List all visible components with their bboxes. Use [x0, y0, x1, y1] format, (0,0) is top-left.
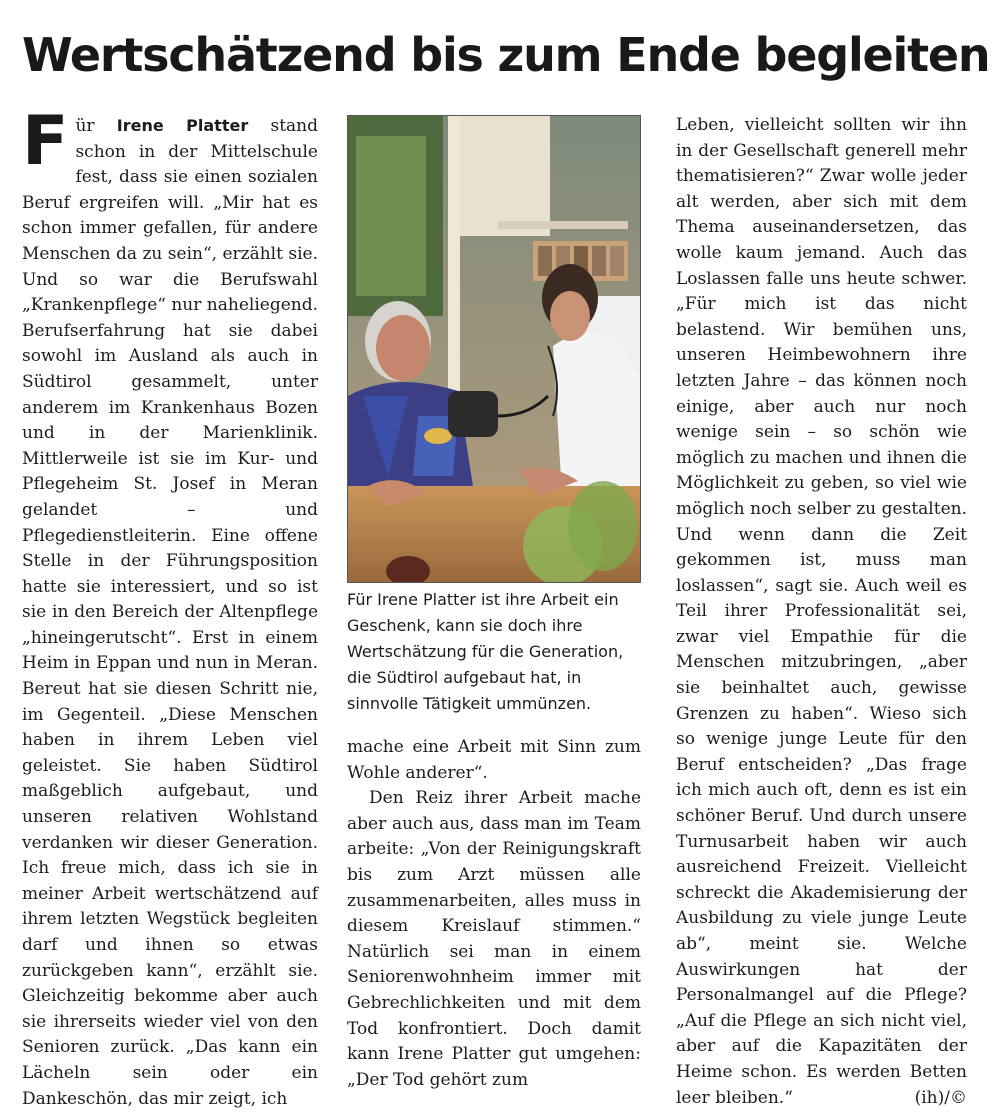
author-signature: (ih)/©: [914, 1087, 967, 1108]
photo-caption: Für Irene Platter ist ihre Arbeit ein Geschenk, kann sie doch ihre Wertschätzung für die Generation, die Südtirol aufgebaut hat, in sinnvolle Tätigkeit ummünzen.: [347, 590, 624, 713]
headline: Wertschätzend bis zum Ende begleiten: [22, 28, 990, 82]
paragraph-text: stand schon in der Mittelschule fest, dass sie einen sozialen Beruf ergreifen will. „Mir hat es schon immer gefallen, für andere Menschen da zu sein“, erzählt sie. Und so war die Berufswahl „Krankenpflege“ nur naheliegend. Berufserfahrung hat sie dabei sowohl im Ausland als auch in Südtirol gesammelt, unter anderem im Krankenhaus Bozen und in der Marienklinik. Mittlerweile ist sie im Kur- und Pflegeheim St. Josef in Meran gelandet – und Pflegedienstleiterin. Eine offene Stelle in der Führungsposition hatte sie interessiert, und so ist sie in den Bereich der Altenpflege „hineingerutscht“. Erst in einem Heim in Eppan und nun in Meran. Bereut hat sie diesen Schritt nie, im Gegenteil. „Diese Menschen haben in ihrem Leben viel geleistet. Sie haben Südtirol maßgeblich aufgebaut, und unseren relativen Wohlstand verdanken wir dieser Generation. Ich freue mich, dass ich sie in meiner Arbeit wertschätzend auf ihrem letzten Wegstück begleiten darf und ihnen so etwas zurückgeben kann“, erzählt sie. Gleichzeitig bekomme aber auch sie ihrerseits wieder viel von den Senioren zurück. „Das kann ein Lächeln sein oder ein Dankeschön, das mir zeigt, ich: [22, 116, 318, 1109]
article-column-3: [676, 113, 967, 1111]
paragraph-text: Leben, vielleicht sollten wir ihn in der Gesellschaft generell mehr thematisieren?“ Zwar wolle jeder alt werden, aber sich mit dem Thema auseinandersetzen, das wolle kaum jemand. Auch das Loslassen falle uns heute schwer. „Für mich ist das nicht belastend. Wir bemühen uns, unseren Heimbewohnern ihre letzten Jahre – das können noch einige, aber auch nur noch wenige sein – so schön wie möglich zu machen und ihnen die Möglichkeit zu geben, so viel wie möglich noch selber zu gestalten. Und wenn dann die Zeit gekommen ist, muss man loslassen“, sagt sie. Auch weil es Teil ihrer Professionalität sei, zwar viel Empathie für die Menschen mitzubringen, „aber sie beinhaltet auch, gewisse Grenzen zu haben“. Wieso sich so wenige junge Leute für den Beruf entscheiden? „Das frage ich mich auch oft, denn es ist ein schöner Beruf. Und durch unsere Turnusarbeit haben wir auch ausreichend Freizeit. Vielleicht schreckt die Akademisierung der Ausbildung zu viele junge Leute ab“, meint sie. Welche Auswirkungen hat der Personalmangel auf die Pflege? „Auf die Pflege an sich nicht viel, aber auf die Kapazitäten der Heime schon. Es werden Betten leer bleiben.“: [676, 115, 967, 1108]
person-name: Irene Platter: [116, 116, 249, 135]
photo-nurse-with-senior: [348, 116, 640, 582]
article-paragraph: [22, 102, 318, 1112]
article-paragraph: mache eine Arbeit mit Sinn zum Wohle anderer“.: [347, 737, 641, 783]
drop-cap: F: [22, 102, 69, 181]
article-column-2: [347, 735, 641, 1093]
intro-text: ür: [75, 116, 117, 136]
article-photo: [347, 115, 641, 583]
article-paragraph: [676, 113, 967, 1111]
article-column-1: [22, 102, 318, 1112]
article-paragraph: Den Reiz ihrer Arbeit mache aber auch aus, dass man im Team arbeite: „Von der Reinigungskraft bis zum Arzt müssen alle zusammenarbeiten, alles muss in diesem Kreislauf stimmen.“ Natürlich sei man in einem Seniorenwohnheim immer mit Gebrechlichkeiten und mit dem Tod konfrontiert. Doch damit kann Irene Platter gut umgehen: „Der Tod gehört zum: [347, 788, 641, 1090]
